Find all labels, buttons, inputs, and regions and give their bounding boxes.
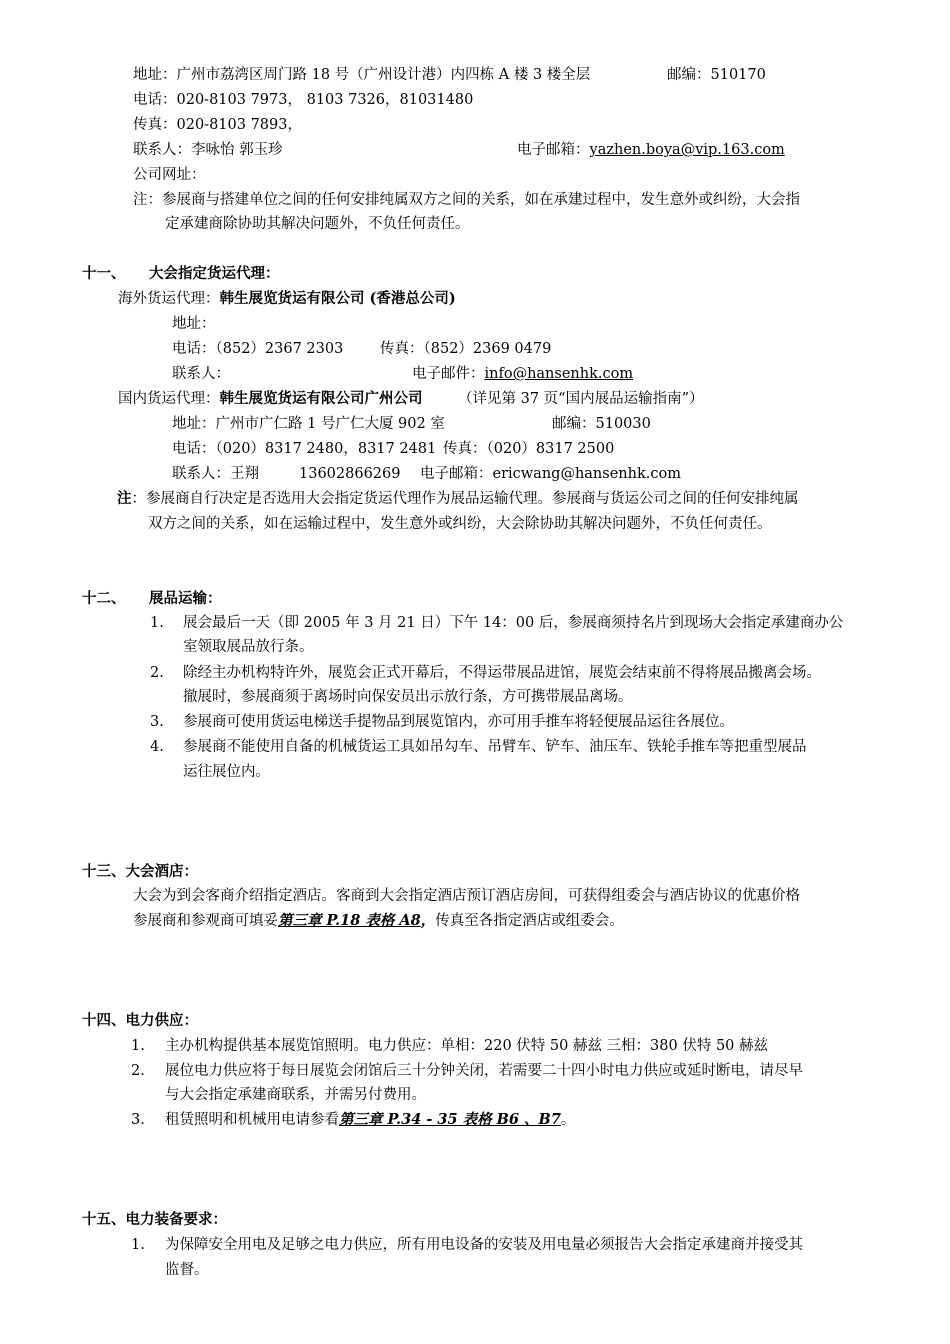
contractor-email-row: [517, 140, 785, 160]
s13-line1: 大会为到会客商介绍指定酒店。客商到大会指定酒店预订酒店房间，可获得组委会与酒店协议的优惠价格: [133, 888, 800, 904]
s11-domestic-ref: （详见第 37 页“国内展品运输指南”）: [458, 391, 704, 407]
s14-form-reference[interactable]: 第三章 P.34 - 35 表格 B6 、B7: [339, 1111, 561, 1128]
s13-comma: ，: [420, 912, 436, 929]
s11-domestic-mobile: 13602866269: [299, 466, 401, 482]
s11-domestic-label: 国内货运代理：: [118, 391, 220, 407]
s12-item4-num: 4.: [150, 739, 164, 755]
contractor-phone: 电话：020-8103 7973， 8103 7326，81031480: [133, 92, 474, 108]
s11-domestic-fax: 传真：（020）8317 2500: [443, 441, 615, 457]
s13-line2-post: 传真至各指定酒店或组委会。: [435, 913, 624, 929]
s11-domestic-phone: 电话：（020）8317 2480，8317 2481: [172, 441, 437, 457]
s15-item1-line2: 监督。: [165, 1262, 209, 1278]
s12-item3-line1: 参展商可使用货运电梯送手提物品到展览馆内，亦可用手推车将轻便展品运往各展位。: [183, 714, 734, 730]
s11-overseas-contact: 联系人：: [172, 366, 230, 382]
s14-item3-num: 3.: [131, 1112, 145, 1128]
contractor-address: 地址：广州市荔湾区周门路 18 号（广州设计港）内四栋 A 楼 3 楼全层: [133, 67, 591, 83]
s13-title: 十三、大会酒店：: [82, 863, 198, 880]
s14-item1-num: 1.: [131, 1038, 145, 1054]
s13-form-reference[interactable]: 第三章 P.18 表格 A8: [278, 912, 421, 929]
s12-item3-num: 3.: [150, 714, 164, 730]
s12-item1-num: 1.: [150, 615, 164, 631]
s12-title: 展品运输：: [149, 590, 222, 607]
s11-overseas-label: 海外货运代理：: [118, 291, 220, 307]
s11-domestic-email: 电子邮箱：ericwang@hansenhk.com: [420, 466, 681, 482]
s11-domestic-address: 地址：广州市广仁路 1 号广仁大厦 902 室: [172, 416, 445, 432]
s11-overseas-row: [118, 289, 456, 309]
contractor-email-label: 电子邮箱：: [517, 142, 590, 158]
s11-overseas-name: 韩生展览货运有限公司 (香港总公司): [219, 290, 456, 307]
s14-item2-num: 2.: [131, 1063, 145, 1079]
s11-overseas-email-link[interactable]: info@hansenhk.com: [484, 366, 634, 382]
s11-note-label: 注: [117, 490, 132, 507]
s14-item2-line2: 与大会指定承建商联系，并需另付费用。: [165, 1087, 426, 1103]
s11-domestic-contact: 联系人：王翔: [172, 466, 259, 482]
s11-overseas-address: 地址：: [172, 316, 216, 332]
s14-title: 十四、电力供应：: [82, 1012, 198, 1029]
s11-note-line1: ：参展商自行决定是否选用大会指定货运代理作为展品运输代理。参展商与货运公司之间的任何安排纯属: [131, 491, 799, 507]
contractor-note-line1: 注：参展商与搭建单位之间的任何安排纯属双方之间的关系，如在承建过程中，发生意外或纠纷，大会指: [133, 192, 800, 208]
s14-item3-pre: 租赁照明和机械用电请参看: [165, 1112, 339, 1128]
s12-item2-num: 2.: [150, 665, 164, 681]
s15-title: 十五、电力装备要求：: [82, 1211, 227, 1228]
s12-item2-line1: 除经主办机构特许外，展览会正式开幕后，不得运带展品进馆，展览会结束前不得将展品搬离会场。: [183, 665, 821, 681]
s15-item1-num: 1.: [131, 1237, 145, 1253]
s11-note-line2: 双方之间的关系，如在运输过程中，发生意外或纠纷，大会除协助其解决问题外，不负任何责任。: [148, 516, 772, 532]
s11-overseas-phone: 电话：（852）2367 2303: [172, 341, 344, 357]
contractor-note-line2: 定承建商除协助其解决问题外，不负任何责任。: [165, 216, 470, 232]
s11-overseas-fax: 传真：（852）2369 0479: [380, 341, 552, 357]
s13-line2-pre: 参展商和参观商可填妥: [133, 913, 278, 929]
s11-note-row: [117, 489, 799, 509]
s14-item3-post: 。: [560, 1112, 576, 1128]
s12-item4-line2: 运往展位内。: [183, 764, 270, 780]
s11-overseas-email-label: 电子邮件：: [412, 366, 485, 382]
contractor-website: 公司网址：: [133, 167, 206, 183]
contractor-contact: 联系人：李咏怡 郭玉珍: [133, 142, 283, 158]
s14-item3: [165, 1110, 575, 1130]
s15-item1-line1: 为保障安全用电及足够之电力供应，所有用电设备的安装及用电量必须报告大会指定承建商并接受其: [165, 1237, 803, 1253]
s12-item1-line1: 展会最后一天（即 2005 年 3 月 21 日）下午 14：00 后，参展商须持名片到现场大会指定承建商办公: [183, 615, 844, 631]
s12-item1-line2: 室领取展品放行条。: [183, 639, 314, 655]
s13-line2: [133, 911, 624, 931]
s12-item2-line2: 撤展时，参展商须于离场时向保安员出示放行条，方可携带展品离场。: [183, 689, 633, 705]
s12-number: 十二、: [82, 590, 126, 607]
s12-item4-line1: 参展商不能使用自备的机械货运工具如吊勾车、吊臂车、铲车、油压车、铁轮手推车等把重型展品: [183, 739, 807, 755]
contractor-fax: 传真：020-8103 7893，: [133, 117, 302, 133]
s14-item1: 主办机构提供基本展览馆照明。电力供应：单相：220 伏特 50 赫兹 三相：380 伏特 50 赫兹: [165, 1038, 769, 1054]
s11-domestic-postcode: 邮编：510030: [552, 416, 651, 432]
s11-domestic-name: 韩生展览货运有限公司广州公司: [219, 390, 423, 407]
s14-item2-line1: 展位电力供应将于每日展览会闭馆后三十分钟关闭，若需要二十四小时电力供应或延时断电，请尽早: [165, 1063, 803, 1079]
s11-title: 大会指定货运代理：: [149, 265, 280, 282]
s11-domestic-row: [118, 389, 423, 409]
s11-number: 十一、: [82, 265, 126, 282]
contractor-postcode: 邮编：510170: [667, 67, 766, 83]
s11-overseas-email-row: [412, 364, 633, 384]
contractor-email-link[interactable]: yazhen.boya@vip.163.com: [589, 142, 785, 158]
